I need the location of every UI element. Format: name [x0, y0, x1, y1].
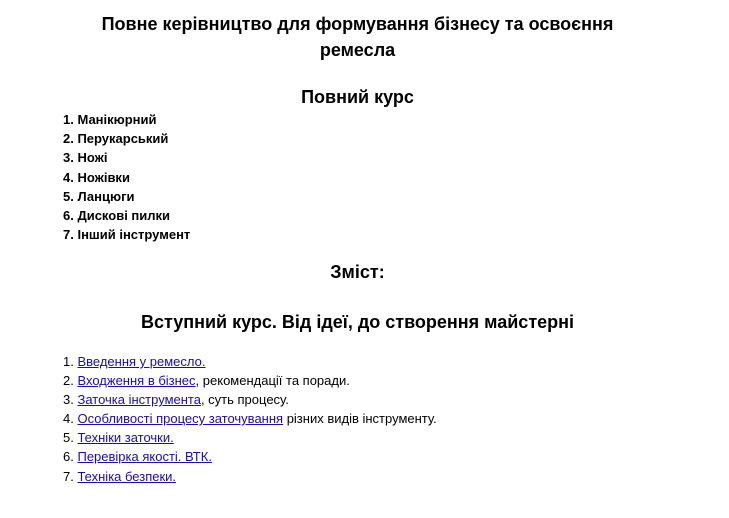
- full-course-item: 4. Ножівки: [63, 169, 130, 185]
- intro-link-tool-sharpening[interactable]: Заточка інструмента: [77, 392, 201, 408]
- intro-link-sharpening-techniques[interactable]: Техніки заточки.: [77, 430, 174, 446]
- intro-link-safety[interactable]: Техніка безпеки.: [77, 468, 177, 484]
- full-course-item: 3. Ножі: [63, 150, 108, 166]
- full-course-item: 6. Дискові пилки: [63, 208, 171, 224]
- item-rest-text: різних видів інструменту.: [283, 411, 437, 427]
- item-number: 2.: [63, 373, 78, 389]
- intro-course-list: [63, 352, 437, 486]
- item-rest-text: , рекомендації та поради.: [195, 373, 350, 389]
- item-number: 7.: [63, 468, 78, 484]
- full-course-heading: Повний курс: [301, 87, 414, 107]
- intro-course-item: [63, 390, 437, 409]
- page-title: Повне керівництво для формування бізнесу та освоєння ремесла: [101, 14, 614, 60]
- contents-heading: Зміст:: [330, 262, 385, 282]
- intro-course-item: [63, 447, 437, 466]
- intro-link-quality-check[interactable]: Перевірка якості. ВТК.: [77, 449, 212, 465]
- item-rest-text: , суть процесу.: [200, 392, 289, 408]
- intro-course-item: [63, 409, 437, 428]
- intro-course-item: [63, 352, 437, 371]
- full-course-list: [63, 110, 190, 244]
- intro-link-introduction[interactable]: Введення у ремесло.: [77, 354, 206, 369]
- full-course-item: 1. Манікюрний: [63, 112, 157, 127]
- full-course-item: 2. Перукарський: [63, 131, 169, 147]
- intro-course-item: [63, 428, 437, 447]
- full-course-item: 7. Інший інструмент: [63, 227, 191, 243]
- full-course-item: 5. Ланцюги: [63, 188, 135, 204]
- intro-course-heading: Вступний курс. Від ідеї, до створення майстерні: [140, 312, 575, 332]
- item-number: 6.: [63, 449, 78, 465]
- intro-link-business-entry[interactable]: Входження в бізнес: [77, 373, 196, 389]
- intro-course-item: [63, 371, 437, 390]
- item-number: 4.: [63, 411, 78, 427]
- intro-course-item: [63, 467, 437, 486]
- item-number: 1.: [63, 354, 78, 369]
- intro-link-process-features[interactable]: Особливості процесу заточування: [77, 411, 284, 427]
- item-number: 5.: [63, 430, 78, 446]
- item-number: 3.: [63, 392, 78, 408]
